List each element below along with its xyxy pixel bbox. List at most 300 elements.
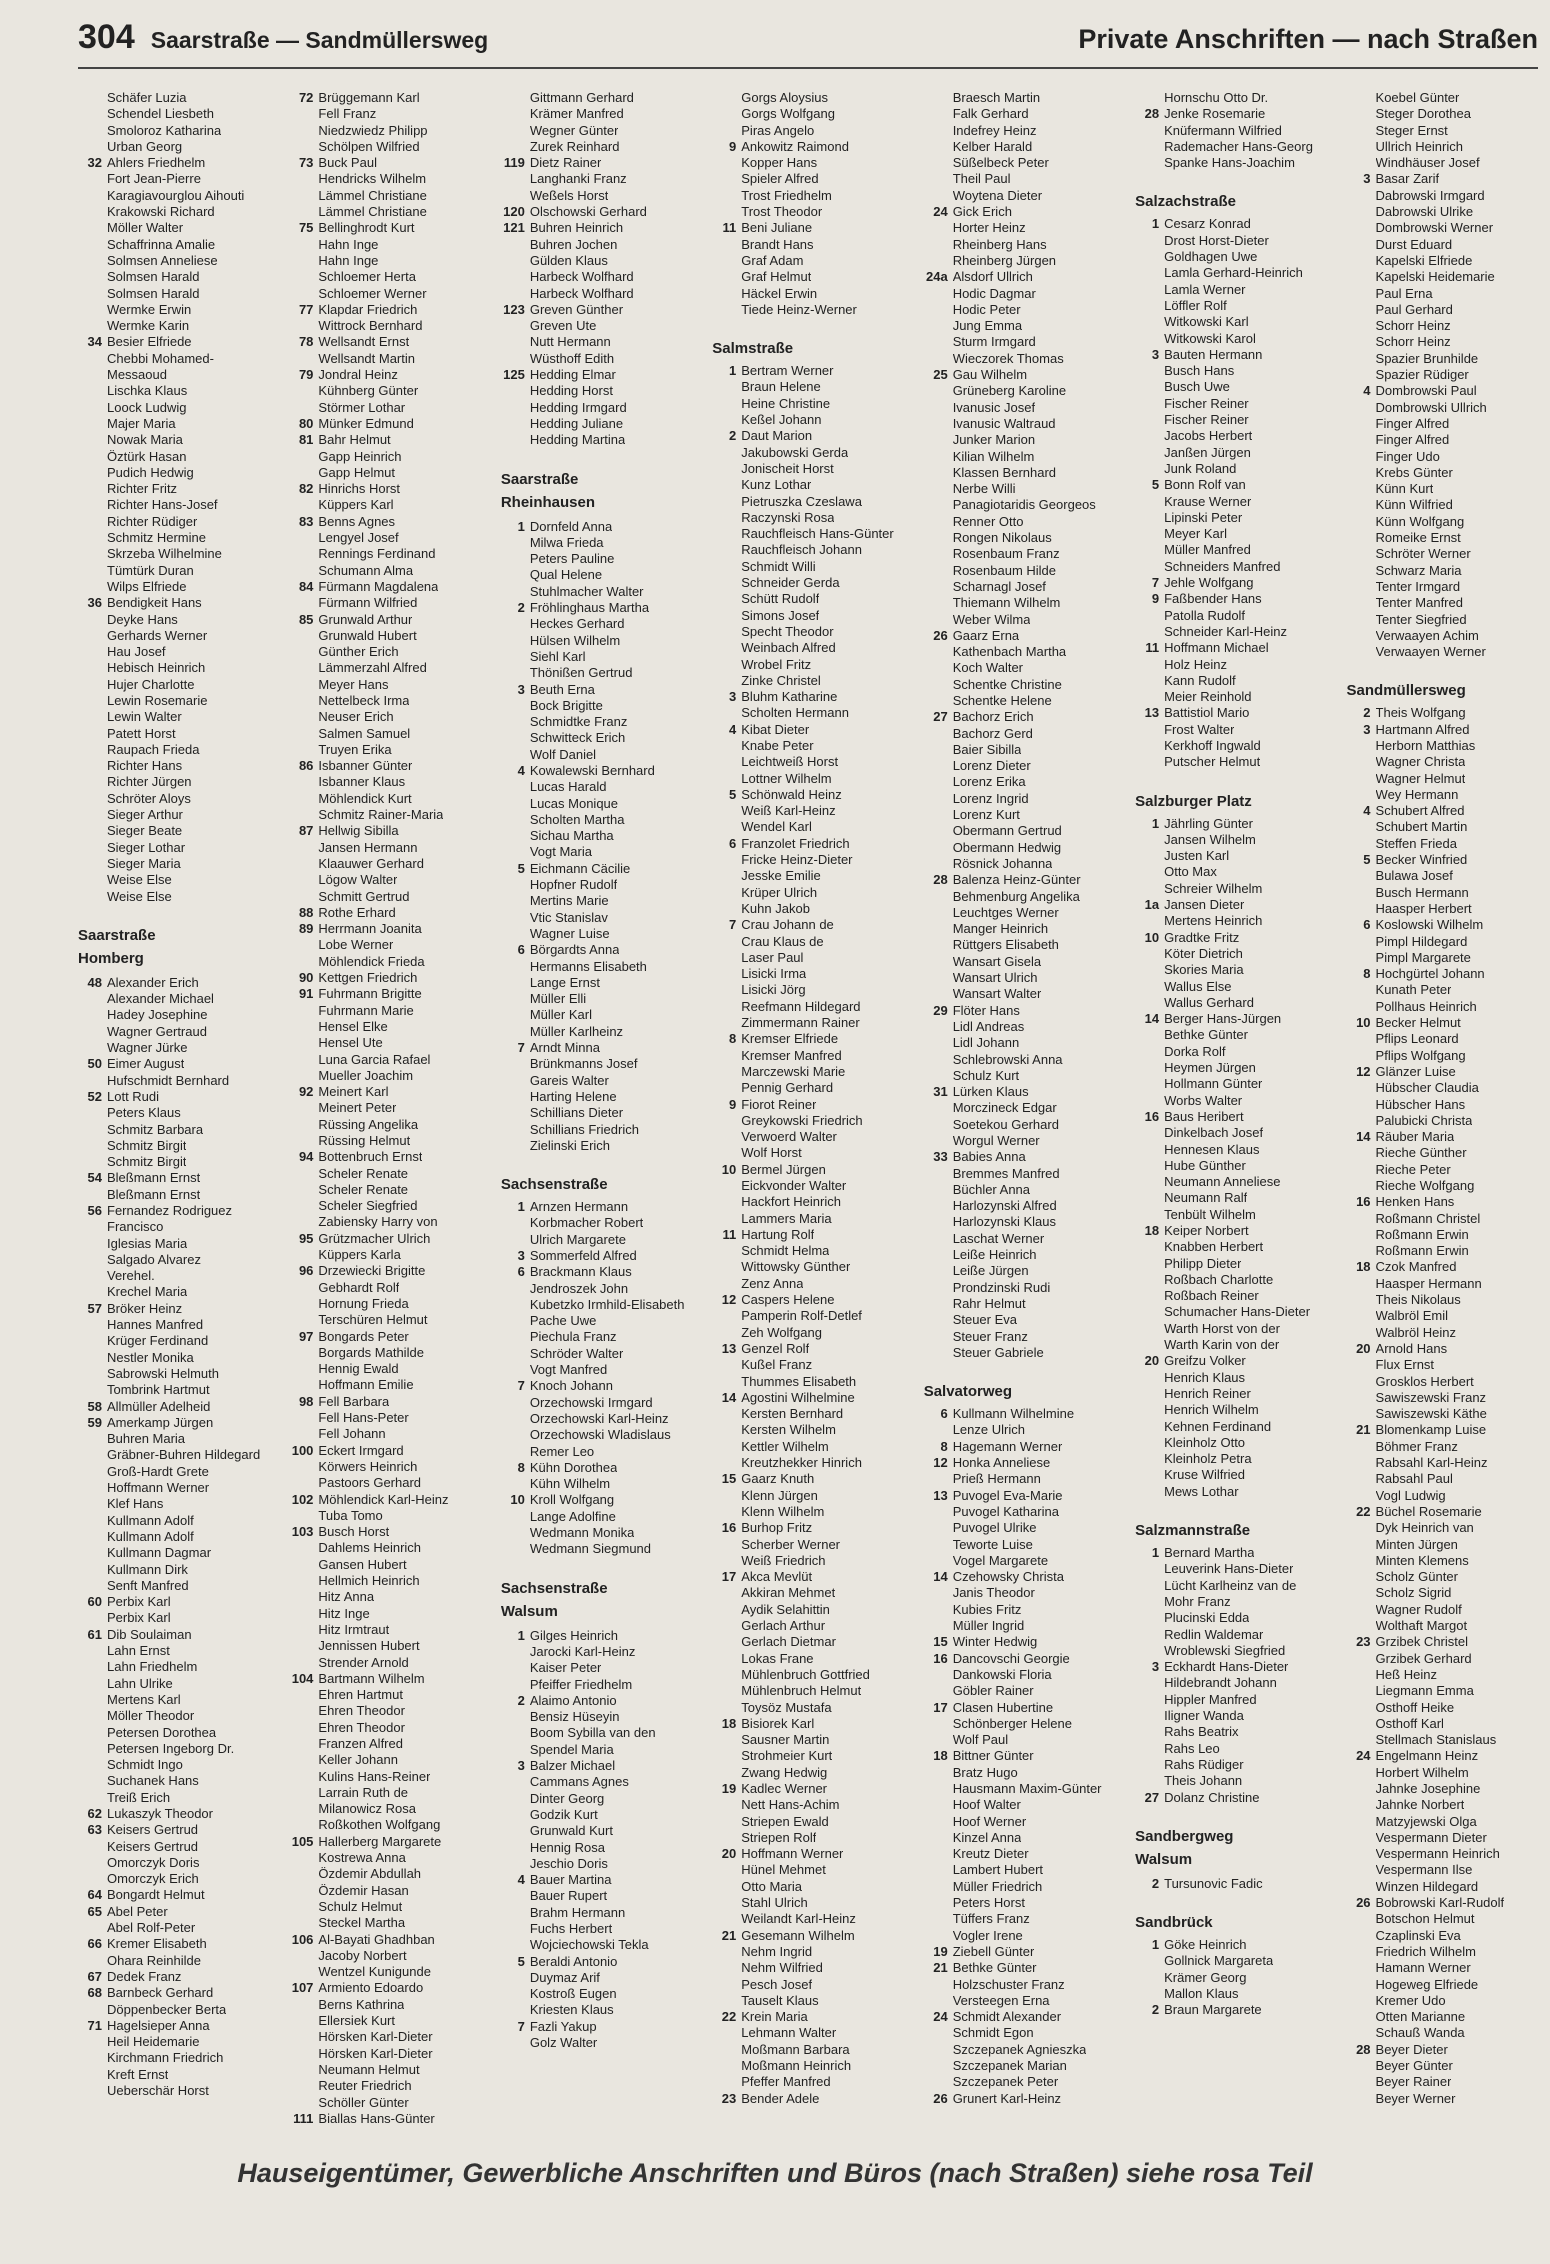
house-number [924,742,953,758]
house-number [1135,738,1164,754]
resident-name: Bobrowski Karl-Rudolf [1375,1895,1505,1911]
resident-entry [924,1422,1115,1438]
resident-entry [1347,1748,1538,1764]
house-number: 61 [87,1626,102,1642]
house-number [78,807,107,823]
resident-entry [1347,705,1538,721]
resident-name: Lögow Walter [318,872,398,888]
resident-name: Petersen Dorothea [107,1724,217,1740]
house-number [924,1214,953,1230]
resident-entry [1135,1093,1326,1109]
section-title: Private Anschriften — nach Straßen [1078,24,1538,54]
resident-entry [924,1862,1115,1878]
house-number: 14 [1356,1129,1371,1145]
resident-entry [78,1741,269,1757]
house-number: 27 [1144,1789,1160,1805]
resident-entry [501,991,692,1007]
house-number [712,1993,741,2009]
resident-name: Gaarz Knuth [741,1471,815,1487]
resident-name: Loock Ludwig [107,399,187,415]
house-number [1347,1732,1376,1748]
house-number [1347,579,1376,595]
resident-entry [78,1643,269,1659]
resident-entry [712,412,903,428]
resident-name: Lorenz Erika [952,774,1026,790]
resident-entry [1135,1256,1326,1272]
resident-entry [1135,331,1326,347]
resident-entry [924,954,1115,970]
resident-name: Treiß Erich [107,1789,171,1805]
resident-name: Senft Manfred [107,1577,189,1593]
house-number [1135,1044,1164,1060]
house-number [924,1019,953,1035]
resident-name: Striepen Ewald [741,1813,829,1829]
resident-entry [1135,1272,1326,1288]
resident-name: Battistiol Mario [1164,705,1250,721]
resident-entry [712,901,903,917]
house-number [924,1166,953,1182]
resident-entry [289,1263,480,1279]
resident-name: Hedding Juliane [529,415,624,431]
resident-entry [1135,1467,1326,1483]
resident-name: Rieche Wolfgang [1375,1178,1475,1193]
resident-name: Morczineck Edgar [952,1100,1057,1116]
house-number [1135,155,1164,171]
house-number: 28 [1356,2041,1371,2057]
house-number [78,1839,107,1855]
resident-name: Kinzel Anna [952,1829,1022,1845]
resident-entry [924,514,1115,530]
resident-entry [289,1117,480,1133]
house-number [501,1444,530,1460]
resident-entry [289,1345,480,1361]
house-number [712,445,741,461]
house-number: 90 [298,970,314,986]
resident-entry [78,1529,269,1545]
resident-entry [1347,1895,1538,1911]
resident-entry [1135,962,1326,978]
resident-name: Nett Hans-Achim [741,1797,840,1813]
resident-name: Fell Barbara [318,1393,390,1409]
resident-name: Paul Gerhard [1375,301,1453,317]
resident-name: Greven Günther [529,301,624,317]
house-number [289,1948,318,1964]
house-number: 119 [503,155,525,171]
resident-name: Crau Klaus de [741,933,824,949]
resident-name: Orzechowski Karl-Heinz [529,1410,669,1426]
house-number [924,807,953,823]
house-number [1135,412,1164,428]
house-number [712,591,741,607]
house-number: 7 [517,1378,525,1394]
house-number: 91 [298,986,314,1002]
resident-entry [501,1709,692,1725]
resident-name: Hagelsieper Anna [107,2017,210,2033]
resident-entry [712,1292,903,1308]
resident-name: Tümtürk Duran [107,562,194,578]
resident-name: Neumann Anneliese [1164,1174,1281,1190]
house-number [1135,1207,1164,1223]
house-number [78,1073,107,1089]
house-number: 6 [517,1264,525,1280]
resident-name: Gapp Helmut [318,464,396,480]
resident-name: Hennig Rosa [529,1839,605,1855]
house-number: 23 [1356,1634,1371,1650]
resident-entry [501,269,692,285]
house-number [712,1357,741,1373]
resident-name: Hoffmann Michael [1164,640,1269,656]
resident-entry [501,1073,692,1089]
resident-name: Krein Maria [741,2009,808,2025]
resident-name: Gau Wilhelm [952,367,1028,383]
house-number: 21 [721,1927,737,1943]
resident-name: Hollmann Günter [1164,1076,1263,1092]
house-number [501,1297,530,1313]
house-number [1347,1145,1376,1161]
house-number [1347,612,1376,628]
resident-name: Wedmann Siegmund [529,1541,652,1557]
house-number [501,1791,530,1807]
resident-name: Sieger Arthur [107,807,183,823]
house-number: 6 [940,1406,948,1422]
resident-entry [924,1198,1115,1214]
house-number [712,2074,741,2090]
resident-entry [501,1040,692,1056]
resident-entry [78,106,269,122]
house-number: 32 [87,155,102,171]
resident-entry [78,889,269,905]
resident-name: Rothe Erhard [318,904,396,920]
resident-entry [712,999,903,1015]
resident-entry [1135,1370,1326,1386]
resident-name: Scholz Günter [1375,1569,1458,1585]
resident-name: Schönberger Helene [952,1715,1072,1731]
house-number [501,1986,530,2002]
resident-entry [78,1871,269,1887]
house-number [712,1439,741,1455]
resident-entry [78,546,269,562]
house-number [78,1187,107,1203]
resident-name: Borgards Mathilde [318,1344,424,1360]
resident-entry [289,1638,480,1654]
house-number [289,1573,318,1589]
resident-name: Sawiszewski Franz [1375,1389,1487,1405]
resident-name: Pamperin Rolf-Detlef [741,1308,862,1324]
house-number [712,1455,741,1471]
footer-note: Hauseigentümer, Gewerbliche Anschriften und Büros (nach Straßen) siehe rosa Teil [237,2158,1313,2188]
resident-entry [1347,1325,1538,1341]
resident-name: Grunwald Kurt [529,1823,613,1839]
resident-entry [924,595,1115,611]
resident-name: Schulz Kurt [952,1067,1020,1083]
resident-entry [1347,1243,1538,1259]
resident-name: Schendel Liesbeth [107,106,214,122]
resident-entry [924,1455,1115,1471]
resident-entry [1347,1553,1538,1569]
resident-entry [78,1562,269,1578]
resident-name: Roßmann Erwin [1375,1226,1469,1242]
house-number [1135,1757,1164,1773]
house-number [289,400,318,416]
house-number: 5 [517,860,525,876]
house-number [924,2074,953,2090]
house-number [78,1692,107,1708]
resident-entry [1347,514,1538,530]
resident-name: Grüneberg Karoline [952,383,1067,399]
house-number [78,1741,107,1757]
resident-name: Holzschuster Franz [952,1976,1065,1992]
house-number [1347,106,1376,122]
resident-entry [1347,1390,1538,1406]
resident-name: Pennig Gerhard [741,1080,834,1096]
resident-name: Schmidt Ingo [107,1757,183,1773]
resident-name: Meinert Peter [318,1100,397,1116]
resident-entry [289,1671,480,1687]
street-heading: Salzburger Platz [1135,792,1252,810]
resident-entry [712,2042,903,2058]
house-number [289,2078,318,2094]
resident-name: Jehle Wolfgang [1164,575,1254,591]
resident-name: Sichau Martha [529,828,614,844]
house-number [924,123,953,139]
resident-name: Berger Hans-Jürgen [1164,1011,1282,1027]
resident-entry [712,253,903,269]
resident-entry [924,546,1115,562]
house-number: 85 [298,611,314,627]
resident-entry [1347,852,1538,868]
house-number [924,921,953,937]
resident-entry [1347,644,1538,660]
house-number [712,705,741,721]
resident-entry [924,1879,1115,1895]
resident-name: Ellersiek Kurt [318,2013,395,2029]
resident-entry [78,975,269,991]
house-number [1347,1553,1376,1569]
resident-entry [1347,1634,1538,1650]
resident-entry [78,1708,269,1724]
house-number [712,1194,741,1210]
resident-name: Kaiser Peter [529,1660,602,1676]
house-number: 68 [87,1985,102,2001]
resident-name: Raupach Frieda [107,741,200,757]
house-number [1347,1879,1376,1895]
resident-entry [924,1911,1115,1927]
resident-entry [1135,1027,1326,1043]
resident-entry [1135,282,1326,298]
resident-entry [501,567,692,583]
resident-name: Hufschmidt Bernhard [107,1072,230,1088]
resident-entry [1135,445,1326,461]
house-number [712,412,741,428]
resident-entry [501,1525,692,1541]
house-number [924,1504,953,1520]
resident-entry [924,2091,1115,2107]
resident-name: Müller Karlheinz [529,1023,624,1039]
resident-name: Osthoff Karl [1375,1715,1444,1731]
house-number: 50 [87,1056,102,1072]
resident-entry [924,1488,1115,1504]
house-number [78,823,107,839]
resident-name: Klef Hans [107,1496,164,1512]
resident-entry [924,351,1115,367]
resident-entry [78,872,269,888]
resident-name: Ahlers Friedhelm [107,155,206,171]
resident-entry [1347,1113,1538,1129]
page-number: 304 [78,18,135,56]
resident-name: Tüffers Franz [952,1911,1030,1927]
house-number [712,1259,741,1275]
house-number [78,1953,107,1969]
house-number [1135,1435,1164,1451]
resident-name: Obermann Hedwig [952,839,1062,855]
house-number [289,351,318,367]
resident-name: Honka Anneliese [952,1455,1051,1471]
house-number [924,954,953,970]
house-number [78,644,107,660]
resident-name: Sabrowski Helmuth [107,1365,219,1381]
resident-name: Lämmel Christiane [318,187,427,203]
house-number [501,1215,530,1231]
house-number [712,2042,741,2058]
resident-name: Szczepanek Agnieszka [952,2041,1087,2057]
resident-name: Richter Jürgen [107,774,192,790]
resident-name: Wansart Walter [952,986,1042,1002]
house-number [289,628,318,644]
resident-entry [1347,803,1538,819]
house-number [289,1687,318,1703]
house-number [1347,1537,1376,1553]
house-number [1135,1675,1164,1691]
resident-entry [501,1329,692,1345]
resident-entry [1135,591,1326,607]
resident-entry [924,791,1115,807]
resident-entry [1135,1337,1326,1353]
resident-name: Vogl Ludwig [1375,1487,1446,1503]
resident-name: Schwarz Maria [1375,562,1462,578]
house-number [501,1905,530,1921]
resident-name: Krüger Ferdinand [107,1333,209,1349]
resident-name: Ehren Theodor [318,1703,405,1719]
resident-entry [78,351,269,367]
house-number [289,807,318,823]
resident-entry [1135,1011,1326,1027]
resident-entry [924,1537,1115,1553]
house-number [1135,123,1164,139]
resident-entry [1347,1651,1538,1667]
resident-name: Greifzu Volker [1164,1353,1246,1369]
house-number [78,1219,107,1235]
house-number [289,1182,318,1198]
resident-name: Schentke Christine [952,676,1062,692]
house-number: 7 [1151,575,1160,591]
resident-name: Dahlems Heinrich [318,1540,422,1556]
house-number [289,1589,318,1605]
resident-entry [712,640,903,656]
house-number [924,334,953,350]
house-number: 22 [1356,1503,1371,1519]
resident-entry [1135,979,1326,995]
house-number: 2 [729,428,737,444]
house-number [78,204,107,220]
house-number [289,1035,318,1051]
resident-name: Özdemir Abdullah [318,1866,422,1882]
house-number [78,1431,107,1447]
resident-name: Busch Hans [1164,363,1235,379]
resident-entry [78,1464,269,1480]
resident-entry [712,139,903,155]
house-number [712,2058,741,2074]
resident-entry [501,1954,692,1970]
resident-entry [1347,2009,1538,2025]
resident-entry [78,823,269,839]
house-number [1347,738,1376,754]
house-number [289,774,318,790]
resident-entry [78,807,269,823]
house-number [712,982,741,998]
resident-name: Bleßmann Ernst [107,1186,201,1202]
house-number [712,608,741,624]
house-number [289,449,318,465]
house-number: 10 [1144,929,1160,945]
resident-name: Greykowski Friedrich [741,1112,863,1128]
house-number: 21 [933,1960,948,1976]
house-number [501,286,530,302]
resident-name: Jendroszek John [529,1280,629,1296]
street-heading: Salzachstraße [1135,193,1236,211]
resident-entry [1135,1578,1326,1594]
house-number [712,1814,741,1830]
house-number [1135,722,1164,738]
resident-name: Walbröl Heinz [1375,1324,1456,1340]
house-number [924,155,953,171]
resident-entry [1135,1076,1326,1092]
house-number: 1 [1151,1937,1160,1953]
resident-entry [924,1700,1115,1716]
resident-name: Iligner Wanda [1164,1708,1244,1724]
house-number [924,1797,953,1813]
house-number [1347,1960,1376,1976]
house-number [1135,657,1164,673]
house-number: 14 [1144,1011,1160,1027]
resident-name: Kriesten Klaus [529,2002,614,2018]
resident-name: Lange Ernst [529,974,600,990]
resident-name: Bethke Günter [952,1960,1037,1976]
resident-entry [501,318,692,334]
resident-name: Eichmann Cäcilie [529,860,631,876]
resident-name: Horter Heinz [952,220,1026,236]
resident-name: Rennings Ferdinand [318,546,436,562]
house-number [1347,139,1376,155]
resident-name: Obermann Gertrud [952,823,1062,839]
resident-entry [289,1980,480,1996]
house-number [1135,1158,1164,1174]
resident-name: Abel Rolf-Peter [107,1920,196,1936]
resident-entry [289,1687,480,1703]
resident-name: Koebel Günter [1375,90,1460,105]
resident-entry [924,2074,1115,2090]
house-number: 27 [933,709,948,725]
resident-entry [289,677,480,693]
house-number [1347,1374,1376,1390]
resident-name: Kühn Wilhelm [529,1476,611,1492]
resident-name: Fuchs Herbert [529,1920,613,1936]
resident-entry [712,1406,903,1422]
resident-entry [501,1541,692,1557]
resident-entry [924,253,1115,269]
house-number [289,106,318,122]
resident-name: Ehren Hartmut [318,1687,403,1703]
resident-name: Beyer Günter [1375,2058,1453,2074]
